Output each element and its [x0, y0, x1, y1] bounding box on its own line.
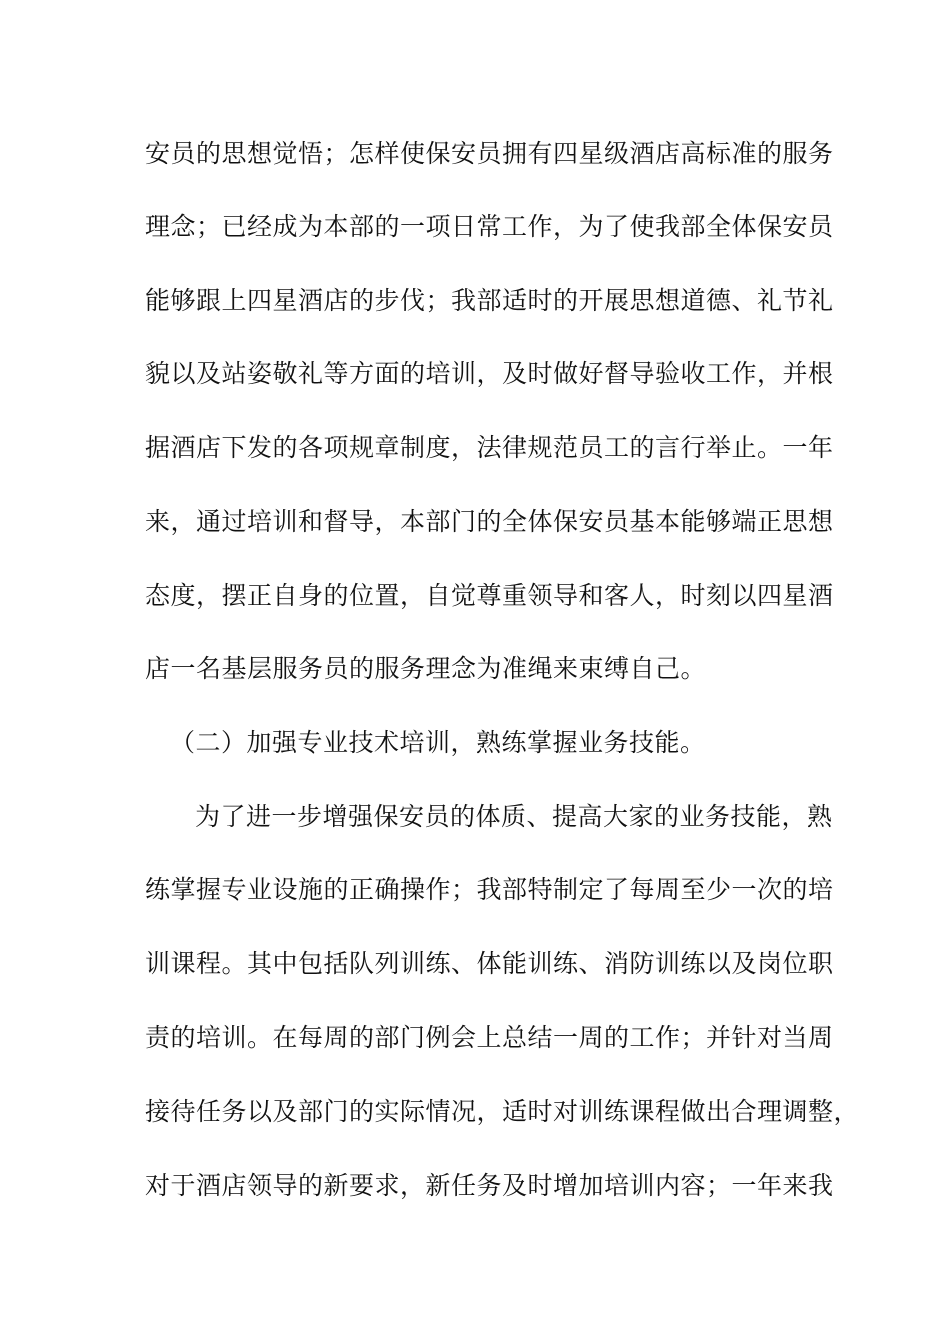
paragraph-first-line: 为了进一步增强保安员的体质、提高大家的业务技能，熟 — [195, 802, 833, 831]
body-text-line: 来，通过培训和督导，本部门的全体保安员基本能够端正思想 — [145, 507, 834, 536]
body-text-line: 练掌握专业设施的正确操作；我部特制定了每周至少一次的培 — [145, 875, 834, 904]
body-text-line: 貌以及站姿敬礼等方面的培训，及时做好督导验收工作，并根 — [145, 359, 834, 388]
body-text-line: 接待任务以及部门的实际情况，适时对训练课程做出合理调整， — [145, 1097, 860, 1126]
body-text-line: 责的培训。在每周的部门例会上总结一周的工作；并针对当周 — [145, 1023, 834, 1052]
body-text-line: 店一名基层服务员的服务理念为准绳来束缚自己。 — [145, 654, 707, 683]
section-heading: （二）加强专业技术培训，熟练掌握业务技能。 — [170, 728, 706, 757]
body-text-line: 理念；已经成为本部的一项日常工作，为了使我部全体保安员 — [145, 212, 834, 241]
body-text-line: 据酒店下发的各项规章制度，法律规范员工的言行举止。一年 — [145, 433, 834, 462]
body-text-line: 能够跟上四星酒店的步伐；我部适时的开展思想道德、礼节礼 — [145, 286, 834, 315]
body-text-line: 对于酒店领导的新要求，新任务及时增加培训内容；一年来我 — [145, 1171, 834, 1200]
body-text-line: 态度，摆正自身的位置，自觉尊重领导和客人，时刻以四星酒 — [145, 581, 834, 610]
body-text-line: 训课程。其中包括队列训练、体能训练、消防训练以及岗位职 — [145, 949, 834, 978]
body-text-line: 安员的思想觉悟；怎样使保安员拥有四星级酒店高标准的服务 — [145, 139, 834, 168]
